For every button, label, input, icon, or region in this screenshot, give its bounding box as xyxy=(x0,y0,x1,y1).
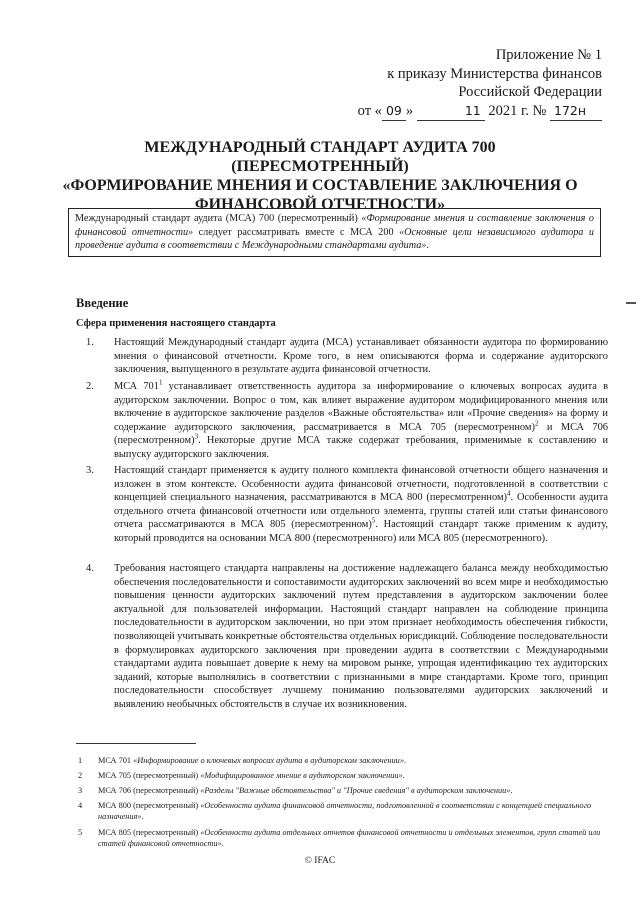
paragraph-text-part: устанавливает ответственность аудитора за информирование о ключевых вопросах аудита в аудиторском заключении. Вопрос о том, как влияет выражение аудитором модифицированного мнения или включение в аудиторское заключение разделов «Важные обстоятельства» или «Прочие сведения» на форму и содержание аудиторского заключения, рассматривается в МСА 705 (пересмотренном) xyxy=(114,381,608,433)
footnote-ref: 4 xyxy=(507,489,511,498)
footnote-text xyxy=(98,827,606,849)
notice-text-3: . xyxy=(426,240,429,252)
footnote-italic: «Разделы "Важные обстоятельства" и "Прочие сведения" в аудиторском заключении» xyxy=(200,786,511,795)
footnote-ref: 1 xyxy=(158,378,163,387)
subsection-heading-scope: Сфера применения настоящего стандарта xyxy=(76,318,276,329)
footnote-plain: МСА 805 (пересмотренный) xyxy=(98,828,201,837)
copyright-footer: © IFAC xyxy=(304,856,336,866)
footnote-divider xyxy=(76,743,196,744)
footnote-italic: «Модифицированное мнение в аудиторском заключении» xyxy=(200,771,403,780)
date-mid: » xyxy=(405,102,414,119)
notice-text-2: следует рассматривать вместе с МСА 200 xyxy=(193,226,400,238)
footnote-4 xyxy=(76,800,606,822)
footnote-tail: . xyxy=(141,812,144,821)
title-line-1: МЕЖДУНАРОДНЫЙ СТАНДАРТ АУДИТА 700 (ПЕРЕСМОТРЕННЫЙ) xyxy=(144,139,496,175)
footnote-tail: . xyxy=(221,839,224,848)
footnote-number: 2 xyxy=(78,771,83,780)
paragraph-4 xyxy=(76,562,608,712)
footnote-tail: . xyxy=(510,786,513,795)
order-number: 172н xyxy=(550,102,602,122)
footnote-3 xyxy=(76,785,606,796)
footnote-number: 4 xyxy=(78,801,83,810)
notice-italic-2: «Основные цели независимого аудитора и проведение аудита в соответствии с Международными стандартами аудита» xyxy=(75,226,594,252)
paragraph-text xyxy=(114,380,608,462)
paragraph-number: 2. xyxy=(86,381,94,392)
notice-text-1: Международный стандарт аудита (МСА) 700 (пересмотренный) xyxy=(75,213,362,224)
appendix-header xyxy=(358,46,602,121)
footnote-text xyxy=(98,770,606,781)
paragraph-text-part: . Настоящий стандарт также применим к аудиту, который проводится на основании МСА 800 (пересмотренного) или МСА 805 (пересмотренного). xyxy=(114,519,608,544)
scan-margin-mark xyxy=(626,302,636,304)
footnote-plain: МСА 706 (пересмотренный) xyxy=(98,786,201,795)
title-line-2: «ФОРМИРОВАНИЕ МНЕНИЯ И СОСТАВЛЕНИЕ ЗАКЛЮЧЕНИЯ О ФИНАНСОВОЙ ОТЧЕТНОСТИ» xyxy=(62,177,578,213)
paragraph-text-part: . Особенности аудита отдельного отчета финансовой отчетности или отдельного элемента, группы статей или статьи финансового отчета рассматриваются в МСА 805 (пересмотренном) xyxy=(114,492,608,531)
footnote-tail: . xyxy=(403,756,407,765)
footnote-plain: МСА 705 (пересмотренный) xyxy=(98,771,201,780)
footnote-ref: 2 xyxy=(534,419,539,428)
paragraph-text: Настоящий Международный стандарт аудита (МСА) устанавливает обязанности аудитора по формированию мнения о финансовой отчетности. Кроме того, в нем описываются форма и содержание аудиторского заключения, выпущенного в результате аудита финансовой отчетности. xyxy=(114,337,608,376)
paragraph-number: 4. xyxy=(86,563,94,574)
footnote-text xyxy=(98,755,606,766)
paragraph-text-part: МСА 701 xyxy=(114,381,159,392)
order-month: 11 xyxy=(417,102,485,122)
footnote-2 xyxy=(76,770,606,781)
notice-italic-1: «Формирование мнения и составление заключения о финансовой отчетности» xyxy=(75,213,595,238)
paragraph-text-part: Настоящий стандарт применяется к аудиту полного комплекта финансовой отчетности общего назначения и изложен в этом контексте. Особенности аудита финансовой отчетности, подготовленной в соответствии с концепцией специального назначения, рассматриваются в МСА 800 (пересмотренном) xyxy=(114,465,608,504)
footnote-italic: «Особенности аудита отдельных отчетов финансовой отчетности и отдельных элементов, групп статей или статей финансовой отчетности» xyxy=(98,828,601,848)
footnote-1 xyxy=(76,755,606,766)
footnote-plain: МСА 701 xyxy=(98,756,134,765)
footnote-plain: МСА 800 (пересмотренный) xyxy=(98,801,201,810)
order-reference: к приказу Министерства финансов xyxy=(387,65,602,82)
footnote-ref: 3 xyxy=(194,432,199,441)
footnote-italic: «Информирование о ключевых вопросах аудита в аудиторском заключении» xyxy=(133,756,404,765)
paragraph-text xyxy=(114,464,608,546)
footnote-5 xyxy=(76,827,606,849)
paragraph-text: Требования настоящего стандарта направлены на достижение надлежащего баланса между необходимостью обеспечения последовательности и сопоставимости аудиторских заключений во всем мире и необходимостью повышения ценности аудиторских заключений путем представления в аудиторском заключении более актуальной для пользователей информации. Настоящий стандарт направлен на соблюдение принципа последовательности в аудиторском заключении, но при этом признает необходимость обеспечения гибкости, позволяющей учитывать конкретные обстоятельства отдельных юрисдикций. Соблюдение последовательности в формулировках аудиторского заключения при проведении аудита в соответствии с Международными стандартами аудита повышает доверие к нему на мировом рынке, упрощая идентификацию тех аудиторских заданий, которые выполнялись в соответствии с признанными в мире стандартами. Кроме того, принцип последовательности способствует лучшему пониманию пользователями аудиторских заключений и выявлению необычных обстоятельств в случае их возникновения. xyxy=(114,563,608,710)
footnote-number: 1 xyxy=(78,756,83,765)
paragraph-number: 3. xyxy=(86,465,94,476)
section-heading-introduction: Введение xyxy=(76,296,129,310)
paragraph-3 xyxy=(76,464,608,546)
date-prefix: от « xyxy=(357,102,382,119)
footnote-ref: 5 xyxy=(371,516,376,525)
paragraph-text-part: и МСА 706 (пересмотренном) xyxy=(114,421,608,447)
footnote-number: 5 xyxy=(78,828,83,837)
footnote-text xyxy=(98,785,606,796)
paragraph-1 xyxy=(76,336,608,377)
paragraph-2 xyxy=(76,380,608,462)
appendix-title: Приложение № 1 xyxy=(495,47,602,63)
footnote-tail: . xyxy=(402,771,405,780)
order-year: 2021 г. № xyxy=(488,102,547,119)
order-day: 09 xyxy=(382,102,406,122)
paragraph-text-part: . Некоторые другие МСА также содержат требования, применимые к составлению и выпуску аудиторского заключения. xyxy=(114,435,608,460)
footnote-number: 3 xyxy=(78,786,83,795)
government-name: Российской Федерации xyxy=(458,84,602,100)
footnote-italic: «Особенности аудита финансовой отчетности, подготовленной в соответствии с концепцией специального назначения» xyxy=(98,801,592,821)
document-title xyxy=(60,138,580,214)
footnote-text xyxy=(98,800,606,822)
standard-notice-box xyxy=(68,208,601,257)
paragraph-number: 1. xyxy=(86,337,94,348)
order-date-line xyxy=(358,102,602,122)
